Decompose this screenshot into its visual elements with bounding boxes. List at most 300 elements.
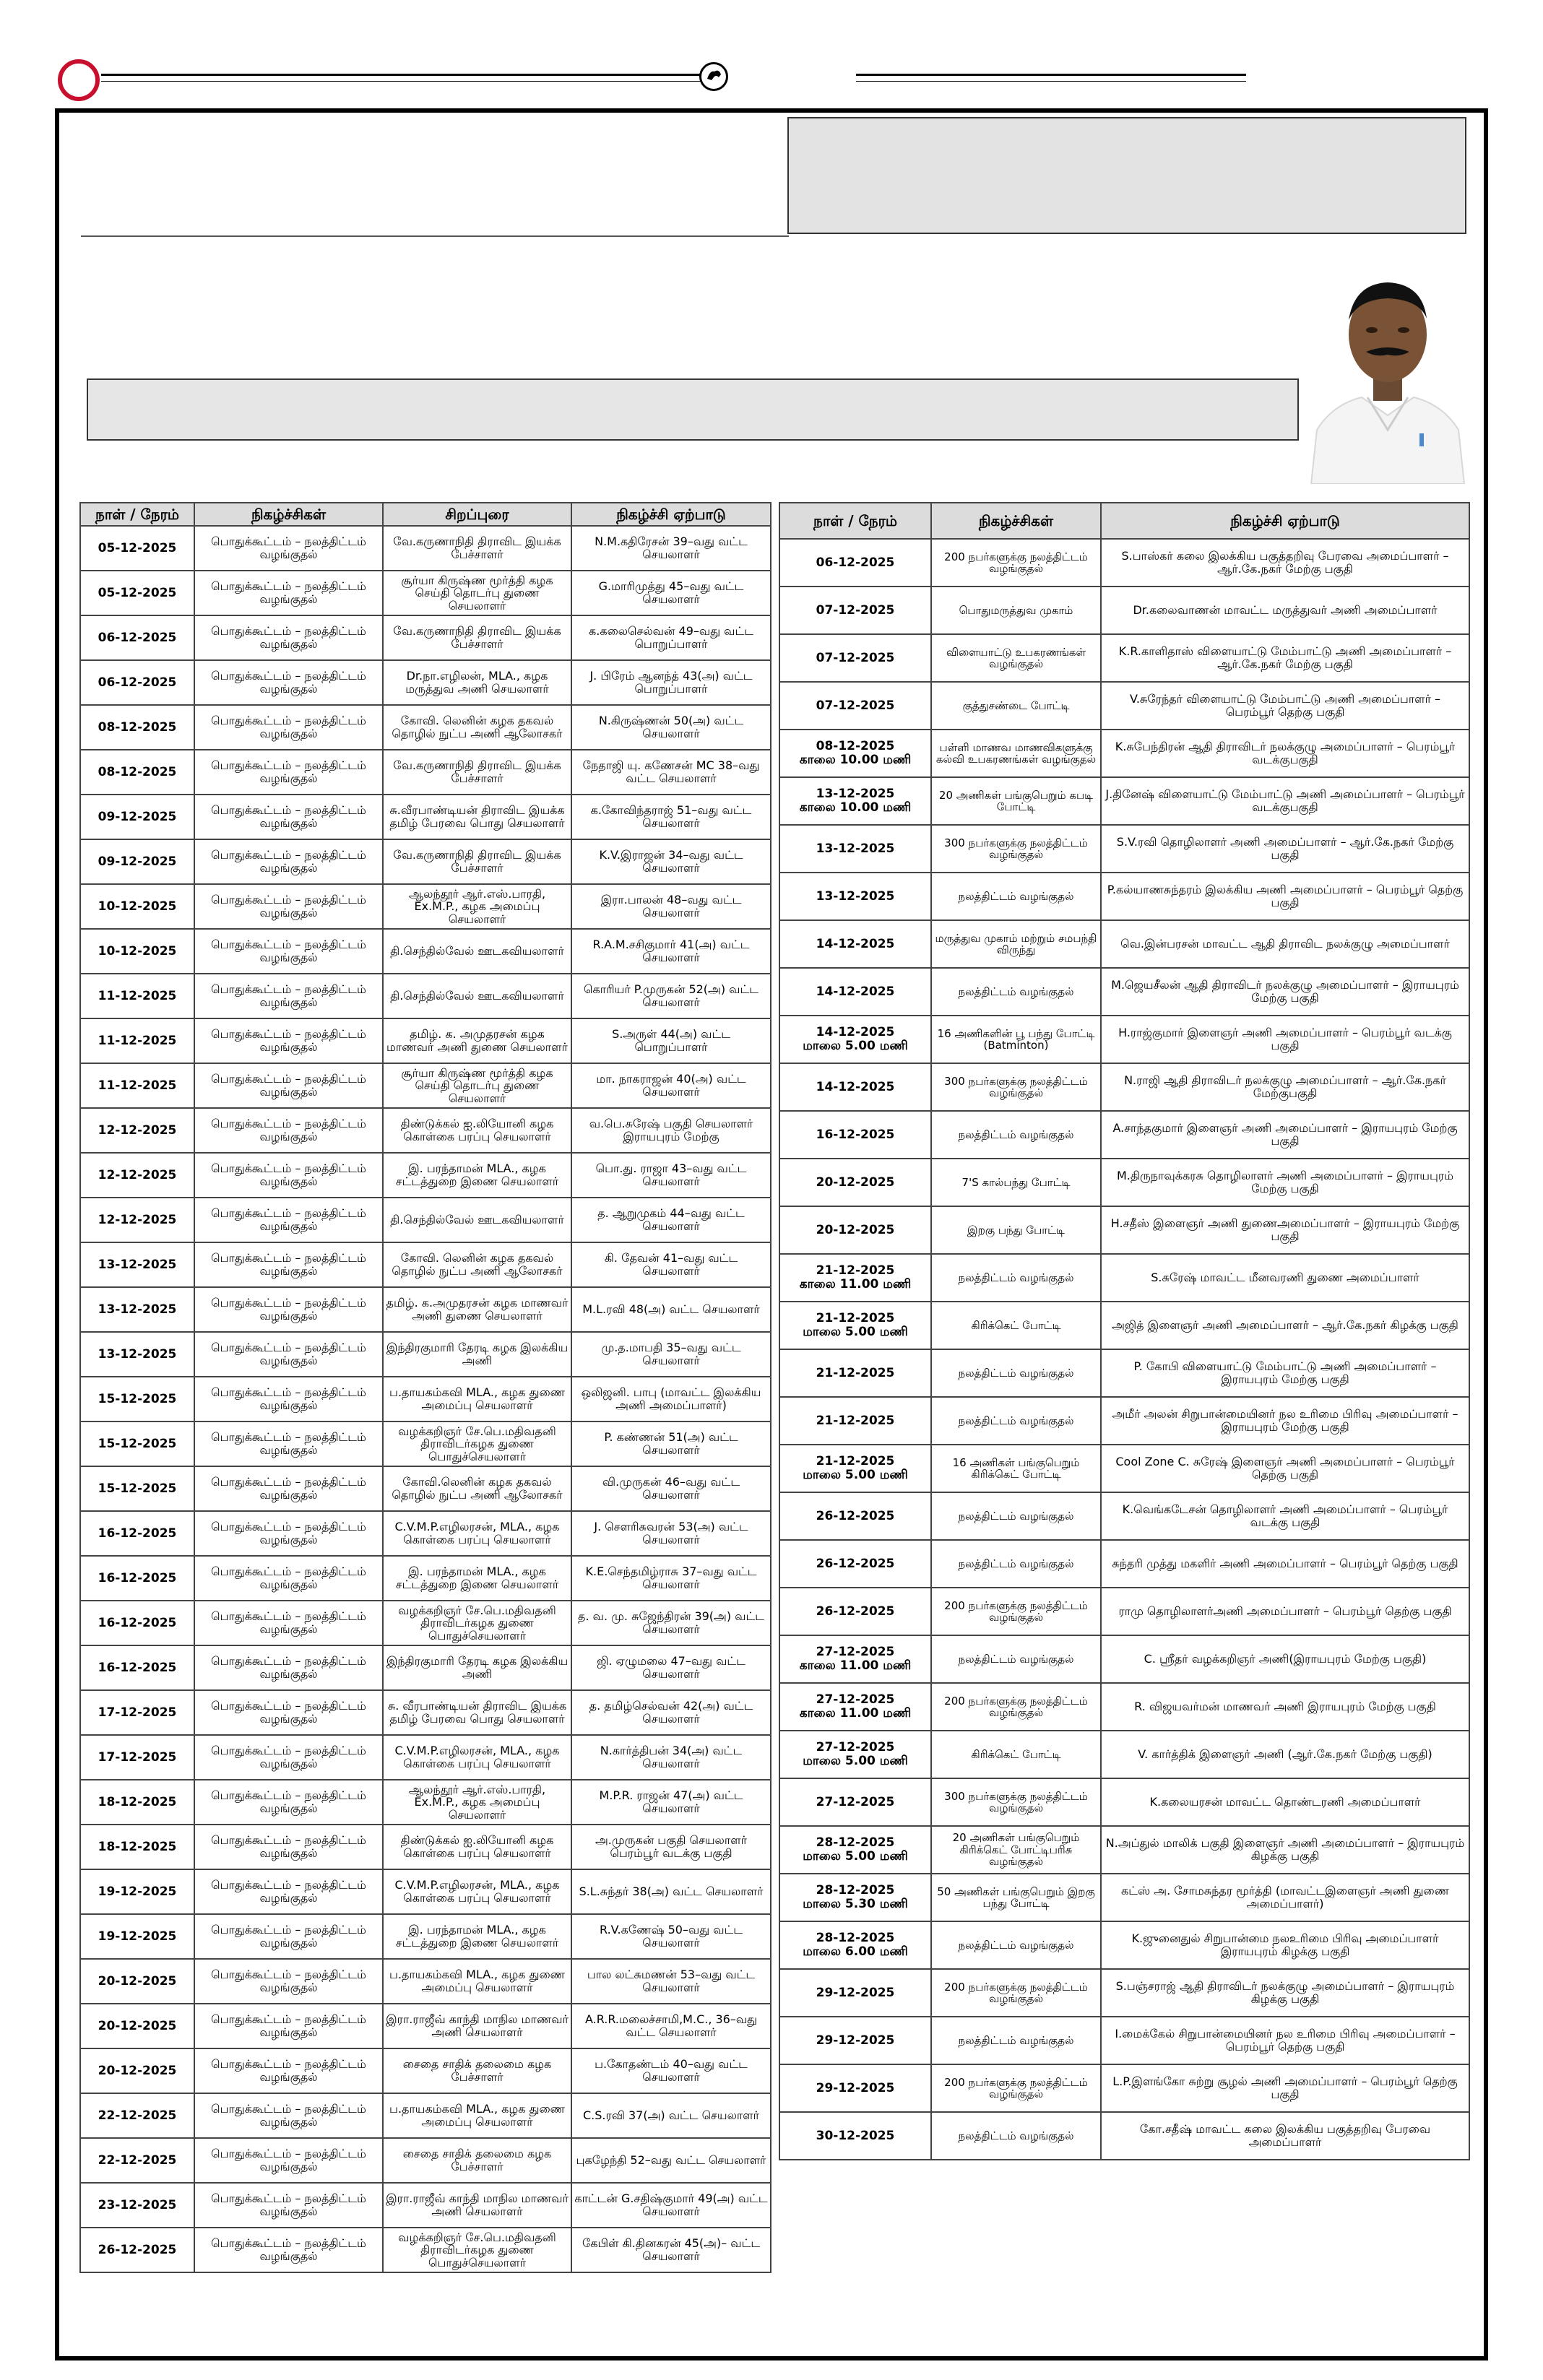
header-rule-right [856,74,1246,76]
speaker-cell: தி.செந்தில்வேல் ஊடகவியலாளர் [383,1198,571,1242]
event-cell: 200 நபர்களுக்கு நலத்திட்டம் வழங்குதல் [931,1969,1101,2017]
speaker-cell: வே.கருணாநிதி திராவிட இயக்க பேச்சாளர் [383,526,571,571]
table-row [779,1254,1469,1302]
organizer-cell: S.சுரேஷ் மாவட்ட மீனவரணி துணை அமைப்பாளர் [1101,1254,1469,1302]
speaker-cell: தி.செந்தில்வேல் ஊடகவியலாளர் [383,929,571,974]
date-cell [779,920,931,968]
date-text: 08-12-2025 [816,739,895,754]
date-cell [779,777,931,825]
organizer-cell: P. கண்ணன் 51(அ) வட்ட செயலாளர் [571,1421,771,1466]
organizer-cell: H.சதீஸ் இளைஞர் அணி துணைஅமைப்பாளர் – இராயபுரம் மேற்கு பகுதி [1101,1206,1469,1254]
event-cell: பொதுக்கூட்டம் – நலத்திட்டம் வழங்குதல் [194,1018,383,1063]
table-row [80,1198,771,1242]
date-text: 26-12-2025 [816,1556,895,1571]
speaker-cell: ஆலந்தூர் ஆர்.எஸ்.பாரதி, Ex.M.P., கழக அமைப்பு செயலாளர் [383,1780,571,1825]
organizer-cell: Dr.கலைவாணன் மாவட்ட மருத்துவர் அணி அமைப்பாளர் [1101,587,1469,634]
table-row [779,1635,1469,1683]
date-cell [779,1063,931,1111]
speaker-cell: கோவி.லெனின் கழக தகவல் தொழில் நுட்ப அணி ஆலோசகர் [383,1466,571,1511]
time-text: காலை 11.00 மணி [799,1658,912,1673]
event-cell: பொதுக்கூட்டம் – நலத்திட்டம் வழங்குதல் [194,660,383,705]
event-cell: பொதுக்கூட்டம் – நலத்திட்டம் வழங்குதல் [194,1645,383,1690]
time-text: மாலை 5.00 மணி [803,1468,908,1482]
date-cell [779,730,931,777]
date-text: 07-12-2025 [816,602,895,618]
speaker-cell: ப.தாயகம்கவி MLA., கழக துணை அமைப்பு செயலாளர் [383,1377,571,1421]
organizer-cell: க.கோவிந்தராஜ் 51–வது வட்ட செயலாளர் [571,795,771,839]
table-row [779,1778,1469,1826]
organizer-cell: L.P.இளங்கோ சுற்று சூழல் அணி அமைப்பாளர் – பெரம்பூர் தெற்கு பகுதி [1101,2064,1469,2112]
table-row [779,634,1469,682]
organizer-cell: N.கார்த்திபன் 34(அ) வட்ட செயலாளர் [571,1735,771,1780]
date-cell: 10-12-2025 [80,884,194,929]
event-cell: பொதுக்கூட்டம் – நலத்திட்டம் வழங்குதல் [194,1780,383,1825]
organizer-cell: S.அருள் 44(அ) வட்ட பொறுப்பாளர் [571,1018,771,1063]
table-row [779,2112,1469,2160]
organizer-cell: M.ஜெயசீலன் ஆதி திராவிடர் நலக்குழு அமைப்பாளர் – இராயபுரம் மேற்கு பகுதி [1101,968,1469,1016]
date-cell: 20-12-2025 [80,2004,194,2048]
table-row [779,968,1469,1016]
date-cell: 18-12-2025 [80,1780,194,1825]
event-cell: பொதுக்கூட்டம் – நலத்திட்டம் வழங்குதல் [194,1198,383,1242]
date-cell: 11-12-2025 [80,1063,194,1108]
date-text: 27-12-2025 [816,1794,895,1809]
table-row [80,1018,771,1063]
date-text: 27-12-2025 [816,1740,895,1755]
date-cell: 06-12-2025 [80,660,194,705]
event-cell: பொதுக்கூட்டம் – நலத்திட்டம் வழங்குதல் [194,2228,383,2272]
date-text: 26-12-2025 [816,1508,895,1523]
speaker-cell: வழக்கறிஞர் சே.பெ.மதிவதனி திராவிடர்கழக துணை பொதுச்செயலாளர் [383,2228,571,2272]
date-cell [779,2112,931,2160]
organizer-cell: பொ.து. ராஜா 43–வது வட்ட செயலாளர் [571,1153,771,1198]
event-cell: 300 நபர்களுக்கு நலத்திட்டம் வழங்குதல் [931,1063,1101,1111]
table-row [80,660,771,705]
event-cell: பொதுக்கூட்டம் – நலத்திட்டம் வழங்குதல் [194,1735,383,1780]
date-text: 27-12-2025 [816,1692,895,1708]
event-cell: பொதுக்கூட்டம் – நலத்திட்டம் வழங்குதல் [194,705,383,750]
event-cell: பொதுக்கூட்டம் – நலத்திட்டம் வழங்குதல் [194,615,383,660]
table-row [80,1959,771,2004]
header-events: நிகழ்ச்சிகள் [194,503,383,526]
organizer-cell: S.பாஸ்கர் கலை இலக்கிய பகுத்தறிவு பேரவை அமைப்பாளர் – ஆர்.கே.நகர் மேற்கு பகுதி [1101,539,1469,587]
date-text: 16-12-2025 [816,1127,895,1142]
table-row [80,1735,771,1780]
date-cell: 12-12-2025 [80,1198,194,1242]
date-text: 21-12-2025 [816,1311,895,1326]
date-text: 07-12-2025 [816,650,895,665]
table-row [80,1377,771,1421]
date-text: 29-12-2025 [816,2033,895,2048]
table-row [80,526,771,571]
event-cell: பொதுக்கூட்டம் – நலத்திட்டம் வழங்குதல் [194,1421,383,1466]
event-cell: நலத்திட்டம் வழங்குதல் [931,1397,1101,1445]
organizer-cell: M.L.ரவி 48(அ) வட்ட செயலாளர் [571,1287,771,1332]
table-row [80,1556,771,1601]
date-cell: 22-12-2025 [80,2138,194,2183]
speaker-cell: சு.வீரபாண்டியன் திராவிட இயக்க தமிழ் பேரவை பொது செயலாளர் [383,795,571,839]
header-organizer: நிகழ்ச்சி ஏற்பாடு [571,503,771,526]
speaker-cell: இரா.ராஜீவ் காந்தி மாநில மாணவர் அணி செயலாளர் [383,2004,571,2048]
organizer-cell: கி. தேவன் 41–வது வட்ட செயலாளர் [571,1242,771,1287]
date-cell: 08-12-2025 [80,705,194,750]
table-row [779,1826,1469,1874]
date-cell [779,873,931,920]
date-cell [779,1016,931,1063]
speaker-cell: சு. வீரபாண்டியன் திராவிட இயக்க தமிழ் பேரவை பொது செயலாளர் [383,1690,571,1735]
table-row [80,1645,771,1690]
header-events: நிகழ்ச்சிகள் [931,503,1101,539]
date-text: 21-12-2025 [816,1454,895,1469]
event-cell: விளையாட்டு உபகரணங்கள் வழங்குதல் [931,634,1101,682]
date-cell [779,1683,931,1731]
party-emblem-icon [699,62,728,91]
organizer-cell: மா. நாகராஜன் 40(அ) வட்ட செயலாளர் [571,1063,771,1108]
date-text: 27-12-2025 [816,1645,895,1660]
event-cell: நலத்திட்டம் வழங்குதல் [931,1254,1101,1302]
date-cell [779,587,931,634]
event-cell: கிரிக்கெட் போட்டி [931,1302,1101,1349]
table-row [80,571,771,615]
header-rule-right-thin [856,81,1246,82]
speaker-cell: இ. பரந்தாமன் MLA., கழக சட்டத்துறை இணை செயலாளர் [383,1153,571,1198]
table-row [80,750,771,795]
date-cell: 11-12-2025 [80,974,194,1018]
date-text: 26-12-2025 [816,1604,895,1619]
organizer-cell: ராமு தொழிலாளர்அணி அமைப்பாளர் – பெரம்பூர் தெற்கு பகுதி [1101,1588,1469,1635]
table-row [779,1540,1469,1588]
speaker-cell: தமிழ். க. அமுதரசன் கழக மாணவர் அணி துணை செயலாளர் [383,1018,571,1063]
date-cell [779,1540,931,1588]
portrait-graphic [1304,249,1471,484]
date-cell: 19-12-2025 [80,1869,194,1914]
organizer-cell: பால லட்சுமணன் 53–வது வட்ட செயலாளர் [571,1959,771,2004]
organizer-cell: M.திருநாவுக்கரசு தொழிலாளர் அணி அமைப்பாளர் – இராயபுரம் மேற்கு பகுதி [1101,1159,1469,1206]
event-cell: பொதுக்கூட்டம் – நலத்திட்டம் வழங்குதல் [194,1466,383,1511]
speaker-cell: சைதை சாதிக் தலைமை கழக பேச்சாளர் [383,2138,571,2183]
event-cell: பொதுக்கூட்டம் – நலத்திட்டம் வழங்குதல் [194,1287,383,1332]
date-text: 14-12-2025 [816,1025,895,1040]
event-cell: 300 நபர்களுக்கு நலத்திட்டம் வழங்குதல் [931,825,1101,873]
speaker-cell: இந்திரகுமாரி தேரடி கழக இலக்கிய அணி [383,1645,571,1690]
date-cell [779,1254,931,1302]
event-cell: பொதுக்கூட்டம் – நலத்திட்டம் வழங்குதல் [194,526,383,571]
table-row [779,1445,1469,1492]
date-cell: 16-12-2025 [80,1511,194,1556]
date-cell [779,1588,931,1635]
date-cell [779,968,931,1016]
table-row [779,873,1469,920]
event-cell: பொதுக்கூட்டம் – நலத்திட்டம் வழங்குதல் [194,2093,383,2138]
organizer-cell: K.ஜுனைதுல் சிறுபான்மை நலஉரிமை பிரிவு அமைப்பாளர் இராயபுரம் கிழக்கு பகுதி [1101,1921,1469,1969]
organizer-cell: P. கோபி விளையாட்டு மேம்பாட்டு அணி அமைப்பாளர் – இராயபுரம் மேற்கு பகுதி [1101,1349,1469,1397]
organizer-cell: Cool Zone C. சுரேஷ் இளைஞர் அணி அமைப்பாளர் – பெரம்பூர் தெற்கு பகுதி [1101,1445,1469,1492]
date-text: 21-12-2025 [816,1413,895,1428]
speaker-cell: சூர்யா கிருஷ்ண மூர்த்தி கழக செய்தி தொடர்பு துணை செயலாளர் [383,1063,571,1108]
date-cell [779,539,931,587]
date-cell [779,1969,931,2017]
event-cell: பொதுக்கூட்டம் – நலத்திட்டம் வழங்குதல் [194,1511,383,1556]
event-cell: பொதுக்கூட்டம் – நலத்திட்டம் வழங்குதல் [194,1063,383,1108]
event-cell: நலத்திட்டம் வழங்குதல் [931,2017,1101,2064]
header-date-time: நாள் / நேரம் [779,503,931,539]
organizer-cell: C. ஸ்ரீதர் வழக்கறிஞர் அணி(இராயபுரம் மேற்கு பகுதி) [1101,1635,1469,1683]
event-cell: 20 அணிகள் பங்குபெறும் கபடி போட்டி [931,777,1101,825]
table-row [80,2093,771,2138]
time-text: மாலை 5.00 மணி [803,1039,908,1053]
event-cell: 20 அணிகள் பங்குபெறும் கிரிக்கெட் போட்டிபரிசு வழங்குதல் [931,1826,1101,1874]
date-cell: 12-12-2025 [80,1153,194,1198]
table-row [80,839,771,884]
table-row [80,929,771,974]
table-row [80,1063,771,1108]
date-cell [779,1635,931,1683]
event-cell: பொதுக்கூட்டம் – நலத்திட்டம் வழங்குதல் [194,1825,383,1869]
date-cell: 13-12-2025 [80,1242,194,1287]
organizer-cell: P.கல்யாணசுந்தரம் இலக்கிய அணி அமைப்பாளர் – பெரம்பூர் தெற்கு பகுதி [1101,873,1469,920]
banner-box [87,378,1299,441]
event-cell: நலத்திட்டம் வழங்குதல் [931,968,1101,1016]
table-row [779,1874,1469,1921]
organizer-cell: V.சுரேந்தர் விளையாட்டு மேம்பாட்டு அணி அமைப்பாளர் – பெரம்பூர் தெற்கு பகுதி [1101,682,1469,730]
event-cell: குத்துசண்டை போட்டி [931,682,1101,730]
event-cell: பொதுமருத்துவ முகாம் [931,587,1101,634]
event-cell: பொதுக்கூட்டம் – நலத்திட்டம் வழங்குதல் [194,2048,383,2093]
organizer-cell: C.S.ரவி 37(அ) வட்ட செயலாளர் [571,2093,771,2138]
speaker-cell: இரா.ராஜீவ் காந்தி மாநில மாணவர் அணி செயலாளர் [383,2183,571,2228]
table-row [779,1588,1469,1635]
event-cell: பொதுக்கூட்டம் – நலத்திட்டம் வழங்குதல் [194,1914,383,1959]
date-cell: 05-12-2025 [80,571,194,615]
table-row [80,2004,771,2048]
organizer-cell: ஒலிஜனி. பாபு (மாவட்ட இலக்கிய அணி அமைப்பாளர்) [571,1377,771,1421]
organizer-cell: S.L.சுந்தர் 38(அ) வட்ட செயலாளர் [571,1869,771,1914]
organizer-cell: இரா.பாலன் 48–வது வட்ட செயலாளர் [571,884,771,929]
time-text: மாலை 5.00 மணி [803,1849,908,1864]
table-row [80,1332,771,1377]
table-row [80,1869,771,1914]
table-row [80,2048,771,2093]
organizer-cell: A.R.R.மலைச்சாமி,M.C., 36–வது வட்ட செயலாளர் [571,2004,771,2048]
organizer-cell: J.தினேஷ் விளையாட்டு மேம்பாட்டு அணி அமைப்பாளர் – பெரம்பூர் வடக்குபகுதி [1101,777,1469,825]
header-rule-left-thin [101,81,701,82]
table-row [80,884,771,929]
event-cell: பொதுக்கூட்டம் – நலத்திட்டம் வழங்குதல் [194,1556,383,1601]
speaker-cell: வே.கருணாநிதி திராவிட இயக்க பேச்சாளர் [383,615,571,660]
table-row [779,1731,1469,1778]
header-organizer: நிகழ்ச்சி ஏற்பாடு [1101,503,1469,539]
table-row [779,1016,1469,1063]
header-speaker: சிறப்புரை [383,503,571,526]
event-cell: நலத்திட்டம் வழங்குதல் [931,1349,1101,1397]
table-row [80,1108,771,1153]
event-cell: நலத்திட்டம் வழங்குதல் [931,1635,1101,1683]
date-text: 06-12-2025 [816,555,895,570]
table-row [80,974,771,1018]
date-cell [779,1445,931,1492]
table-row [779,682,1469,730]
table-row [80,615,771,660]
date-cell [779,1349,931,1397]
table-row [80,1914,771,1959]
date-cell [779,634,931,682]
table-row [779,920,1469,968]
event-cell: பொதுக்கூட்டம் – நலத்திட்டம் வழங்குதல் [194,2138,383,2183]
date-cell: 18-12-2025 [80,1825,194,1869]
date-text: 13-12-2025 [816,841,895,856]
event-cell: 7'S கால்பந்து போட்டி [931,1159,1101,1206]
table-row [80,2183,771,2228]
speaker-cell: வே.கருணாநிதி திராவிட இயக்க பேச்சாளர் [383,839,571,884]
red-circle-ornament [58,59,100,101]
date-cell: 13-12-2025 [80,1332,194,1377]
organizer-cell: R.V.கணேஷ் 50–வது வட்ட செயலாளர் [571,1914,771,1959]
speaker-cell: திண்டுக்கல் ஐ.லியோனி கழக கொள்கை பரப்பு செயலாளர் [383,1825,571,1869]
date-cell: 05-12-2025 [80,526,194,571]
event-cell: பொதுக்கூட்டம் – நலத்திட்டம் வழங்குதல் [194,795,383,839]
table-row [779,1921,1469,1969]
table-row [779,1302,1469,1349]
table-row [80,1466,771,1511]
table-row [779,1206,1469,1254]
table-row [80,1242,771,1287]
date-cell [779,825,931,873]
right-schedule-table [779,502,1470,2160]
organizer-cell: K.கலையரசன் மாவட்ட தொண்டரணி அமைப்பாளர் [1101,1778,1469,1826]
title-box [787,117,1466,234]
organizer-cell: K.R.காளிதாஸ் விளையாட்டு மேம்பாட்டு அணி அமைப்பாளர் – ஆர்.கே.நகர் மேற்கு பகுதி [1101,634,1469,682]
organizer-cell: சுந்தரி முத்து மகளிர் அணி அமைப்பாளர் – பெரம்பூர் தெற்கு பகுதி [1101,1540,1469,1588]
date-cell: 15-12-2025 [80,1466,194,1511]
table-row [80,2138,771,2183]
event-cell: நலத்திட்டம் வழங்குதல் [931,2112,1101,2160]
organizer-cell: நேதாஜி யு. கணேசன் MC 38–வது வட்ட செயலாளர் [571,750,771,795]
time-text: காலை 10.00 மணி [799,753,912,767]
date-cell: 16-12-2025 [80,1601,194,1645]
speaker-cell: இ. பரந்தாமன் MLA., கழக சட்டத்துறை இணை செயலாளர் [383,1556,571,1601]
table-row [80,1287,771,1332]
speaker-cell: சைதை சாதிக் தலைமை கழக பேச்சாளர் [383,2048,571,2093]
time-text: மாலை 6.00 மணி [803,1944,908,1959]
speaker-cell: ப.தாயகம்கவி MLA., கழக துணை அமைப்பு செயலாளர் [383,2093,571,2138]
organizer-cell: க.கலைசெல்வன் 49–வது வட்ட பொறுப்பாளர் [571,615,771,660]
date-text: 28-12-2025 [816,1883,895,1898]
date-cell [779,1874,931,1921]
date-text: 29-12-2025 [816,1985,895,2000]
table-row [779,1349,1469,1397]
table-row [779,1492,1469,1540]
organizer-cell: K.E.செந்தமிழ்ராசு 37–வது வட்ட செயலாளர் [571,1556,771,1601]
time-text: மாலை 5.00 மணி [803,1754,908,1768]
date-cell: 11-12-2025 [80,1018,194,1063]
date-cell: 20-12-2025 [80,2048,194,2093]
date-cell [779,1302,931,1349]
event-cell: மருத்துவ முகாம் மற்றும் சமபந்தி விருந்து [931,920,1101,968]
event-cell: கிரிக்கெட் போட்டி [931,1731,1101,1778]
date-text: 07-12-2025 [816,698,895,713]
speaker-cell: C.V.M.P.எழிலரசன், MLA., கழக கொள்கை பரப்பு செயலாளர் [383,1735,571,1780]
date-cell: 17-12-2025 [80,1735,194,1780]
event-cell: பொதுக்கூட்டம் – நலத்திட்டம் வழங்குதல் [194,974,383,1018]
left-schedule-table [79,502,772,2273]
date-cell: 09-12-2025 [80,839,194,884]
header-rule-left [101,74,701,76]
speaker-cell: வே.கருணாநிதி திராவிட இயக்க பேச்சாளர் [383,750,571,795]
date-cell: 22-12-2025 [80,2093,194,2138]
right-header-row [779,503,1469,539]
table-row [80,1780,771,1825]
event-cell: பொதுக்கூட்டம் – நலத்திட்டம் வழங்குதல் [194,571,383,615]
event-cell: பொதுக்கூட்டம் – நலத்திட்டம் வழங்குதல் [194,750,383,795]
table-row [779,777,1469,825]
event-cell: பொதுக்கூட்டம் – நலத்திட்டம் வழங்குதல் [194,2004,383,2048]
organizer-cell: த. தமிழ்செல்வன் 42(அ) வட்ட செயலாளர் [571,1690,771,1735]
speaker-cell: கோவி. லெனின் கழக தகவல் தொழில் நுட்ப அணி ஆலோசகர் [383,1242,571,1287]
time-text: காலை 11.00 மணி [799,1706,912,1721]
event-cell: 200 நபர்களுக்கு நலத்திட்டம் வழங்குதல் [931,539,1101,587]
organizer-cell: N.அப்துல் மாலிக் பகுதி இளைஞர் அணி அமைப்பாளர் – இராயபுரம் கிழக்கு பகுதி [1101,1826,1469,1874]
event-cell: பொதுக்கூட்டம் – நலத்திட்டம் வழங்குதல் [194,839,383,884]
event-cell: பொதுக்கூட்டம் – நலத்திட்டம் வழங்குதல் [194,1108,383,1153]
time-text: காலை 11.00 மணி [799,1277,912,1291]
organizer-cell: காட்டன் G.சதிஷ்குமார் 49(அ) வட்ட செயலாளர் [571,2183,771,2228]
organizer-cell: K.வெங்கடேசன் தொழிலாளர் அணி அமைப்பாளர் – பெரம்பூர் வடக்கு பகுதி [1101,1492,1469,1540]
date-cell [779,682,931,730]
speaker-cell: ஆலந்தூர் ஆர்.எஸ்.பாரதி, Ex.M.P., கழக அமைப்பு செயலாளர் [383,884,571,929]
date-text: 14-12-2025 [816,936,895,951]
time-text: மாலை 5.30 மணி [803,1897,908,1911]
date-cell [779,1111,931,1159]
event-cell: 200 நபர்களுக்கு நலத்திட்டம் வழங்குதல் [931,2064,1101,2112]
date-cell [779,1921,931,1969]
organizer-cell: வி.முருகன் 46–வது வட்ட செயலாளர் [571,1466,771,1511]
header-date-time: நாள் / நேரம் [80,503,194,526]
table-row [80,1511,771,1556]
speaker-cell: தமிழ். க.அமுதரசன் கழக மாணவர் அணி துணை செயலாளர் [383,1287,571,1332]
event-cell: 16 அணிகள் பங்குபெறும் கிரிக்கெட் போட்டி [931,1445,1101,1492]
organizer-cell: V. கார்த்திக் இளைஞர் அணி (ஆர்.கே.நகர் மேற்கு பகுதி) [1101,1731,1469,1778]
date-cell [779,2064,931,2112]
organizer-cell: R.A.M.சசிகுமார் 41(அ) வட்ட செயலாளர் [571,929,771,974]
date-cell: 20-12-2025 [80,1959,194,2004]
organizer-cell: ஜி. ஏழுமலை 47–வது வட்ட செயலாளர் [571,1645,771,1690]
date-cell: 17-12-2025 [80,1690,194,1735]
event-cell: பொதுக்கூட்டம் – நலத்திட்டம் வழங்குதல் [194,1377,383,1421]
date-cell: 15-12-2025 [80,1377,194,1421]
organizer-cell: G.மாரிமுத்து 45–வது வட்ட செயலாளர் [571,571,771,615]
organizer-cell: K.V.இராஜன் 34–வது வட்ட செயலாளர் [571,839,771,884]
event-cell: நலத்திட்டம் வழங்குதல் [931,1540,1101,1588]
date-text: 13-12-2025 [816,787,895,802]
organizer-cell: I.மைக்கேல் சிறுபான்மையினர் நல உரிமை பிரிவு அமைப்பாளர் – பெரம்பூர் தெற்கு பகுதி [1101,2017,1469,2064]
date-cell [779,1206,931,1254]
event-cell: இறகு பந்து போட்டி [931,1206,1101,1254]
table-row [80,795,771,839]
organizer-cell: J. பிரேம் ஆனந்த் 43(அ) வட்ட பொறுப்பாளர் [571,660,771,705]
time-text: காலை 10.00 மணி [799,800,912,815]
table-row [80,1601,771,1645]
event-cell: நலத்திட்டம் வழங்குதல் [931,873,1101,920]
organizer-cell: H.ராஜ்குமார் இளைஞர் அணி அமைப்பாளர் – பெரம்பூர் வடக்கு பகுதி [1101,1016,1469,1063]
organizer-cell: N.கிருஷ்ணன் 50(அ) வட்ட செயலாளர் [571,705,771,750]
date-cell: 12-12-2025 [80,1108,194,1153]
event-cell: நலத்திட்டம் வழங்குதல் [931,1492,1101,1540]
date-cell: 13-12-2025 [80,1287,194,1332]
table-row [80,1153,771,1198]
event-cell: பள்ளி மாணவ மாணவிகளுக்கு கல்வி உபகரணங்கள் வழங்குதல் [931,730,1101,777]
organizer-cell: கொரியர் P.முருகன் 52(அ) வட்ட செயலாளர் [571,974,771,1018]
date-text: 14-12-2025 [816,984,895,999]
